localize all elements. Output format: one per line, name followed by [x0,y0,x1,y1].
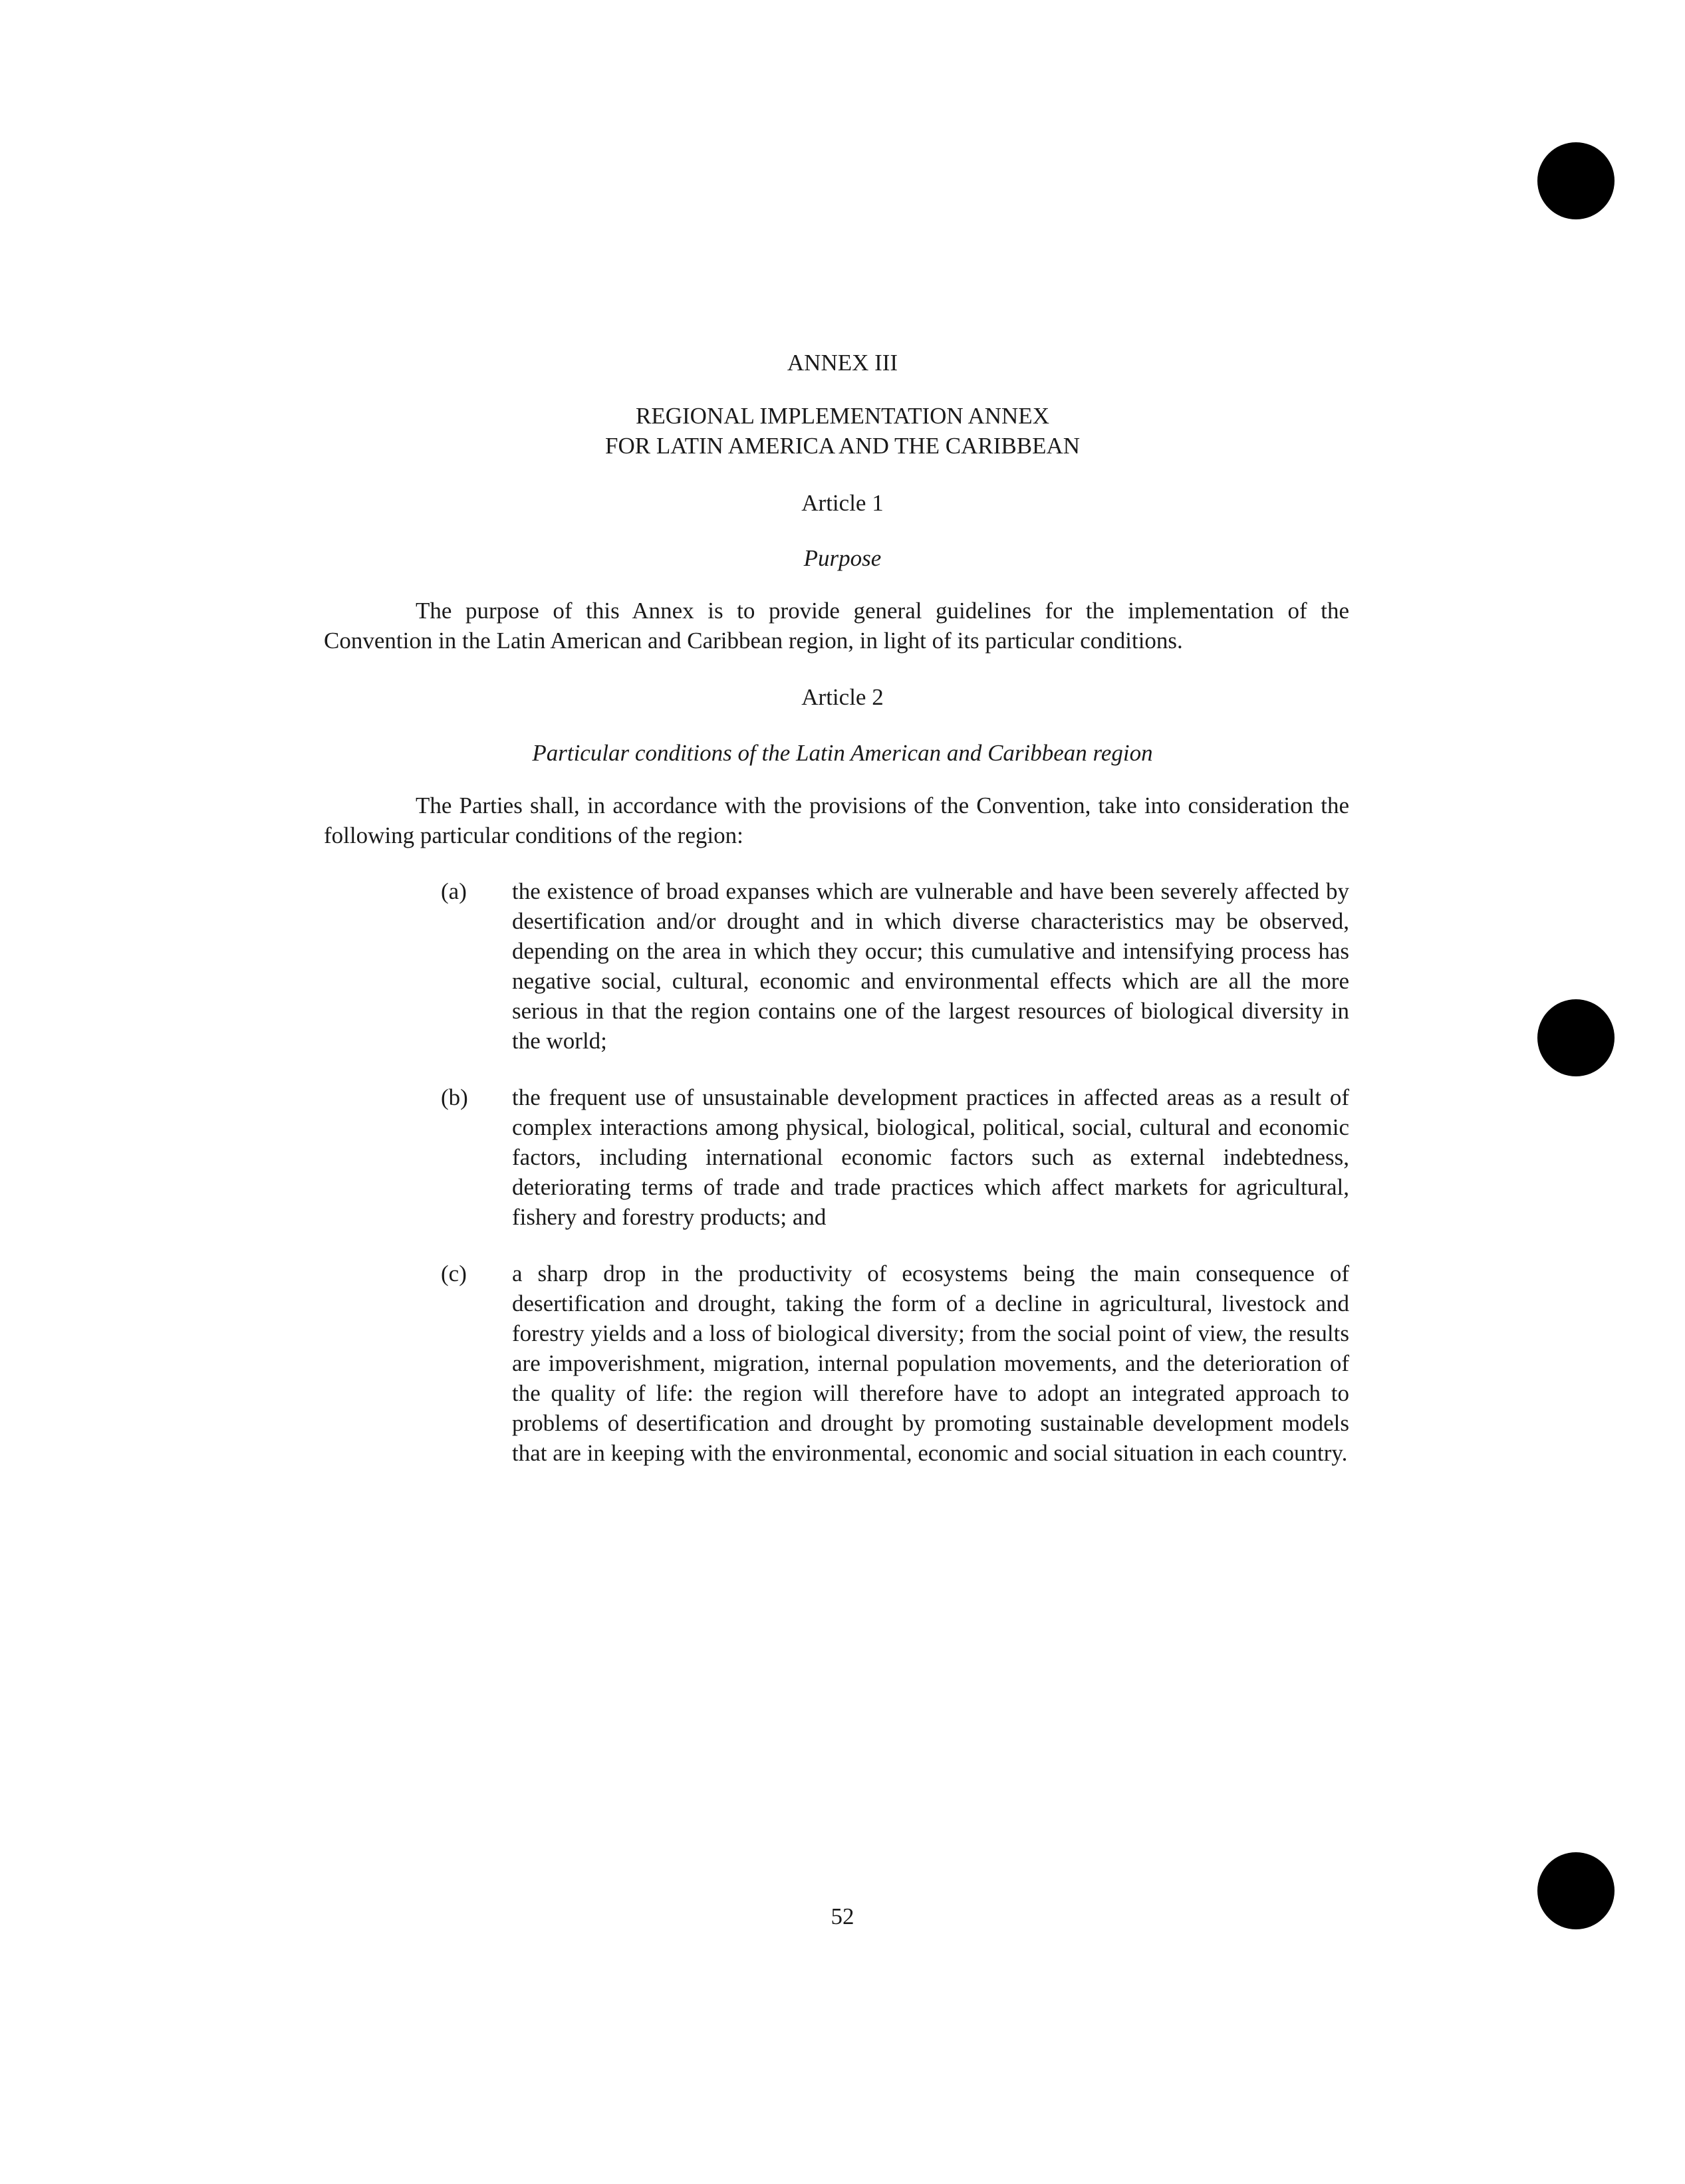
condition-text: the frequent use of unsustainable development practices in affected areas as a result of complex interactions among physical, biological, political, social, cultural and economic factors, including international economic factors such as external indebtedness, deteriorating terms of trade and trade practices which affect markets for agricultural, fishery and forestry products; and [512,1084,1349,1230]
article-2-heading: Particular conditions of the Latin American and Caribbean region [532,740,1153,766]
article-1-heading: Purpose [803,545,882,571]
condition-marker: (a) [441,878,467,904]
article-1-paragraph: The purpose of this Annex is to provide general guidelines for the implementation of the Convention in the Latin American and Caribbean region, in light of its particular conditions. [324,598,1349,654]
condition-text: a sharp drop in the productivity of ecosystems being the main consequence of desertification and drought, taking the form of a decline in agricultural, livestock and forestry yields and a loss of biological diversity; from the social point of view, the results are impoverishment, migration, internal population movements, and the deterioration of the quality of life: the region will therefore have to adopt an integrated approach to problems of desertification and drought by promoting sustainable development models that are in keeping with the environmental, economic and social situation in each country. [512,1261,1349,1466]
annex-number: ANNEX III [787,350,898,376]
annex-title [0,401,1685,461]
page-number: 52 [831,1903,854,1929]
article-2-label: Article 2 [801,684,884,710]
punch-hole-top [1537,142,1615,219]
condition-item-b [324,1082,1349,1232]
article-2-intro: The Parties shall, in accordance with the provisions of the Convention, take into consideration the following particular conditions of the region: [324,792,1349,848]
condition-item-c [324,1259,1349,1468]
annex-title-line-1: REGIONAL IMPLEMENTATION ANNEX [636,403,1049,429]
condition-item-a [324,876,1349,1056]
condition-marker: (c) [441,1261,467,1286]
condition-text: the existence of broad expanses which are vulnerable and have been severely affected by desertification and/or drought and in which diverse characteristics may be observed, depending on the area in which they occur; this cumulative and intensifying process has negative social, cultural, economic and environmental effects which are all the more serious in that the region contains one of the largest resources of biological diversity in the world; [512,878,1349,1054]
punch-hole-middle [1537,999,1615,1076]
article-1-label: Article 1 [801,490,884,516]
condition-marker: (b) [441,1084,468,1110]
conditions-list [324,876,1349,1495]
annex-title-line-2: FOR LATIN AMERICA AND THE CARIBBEAN [605,433,1080,459]
